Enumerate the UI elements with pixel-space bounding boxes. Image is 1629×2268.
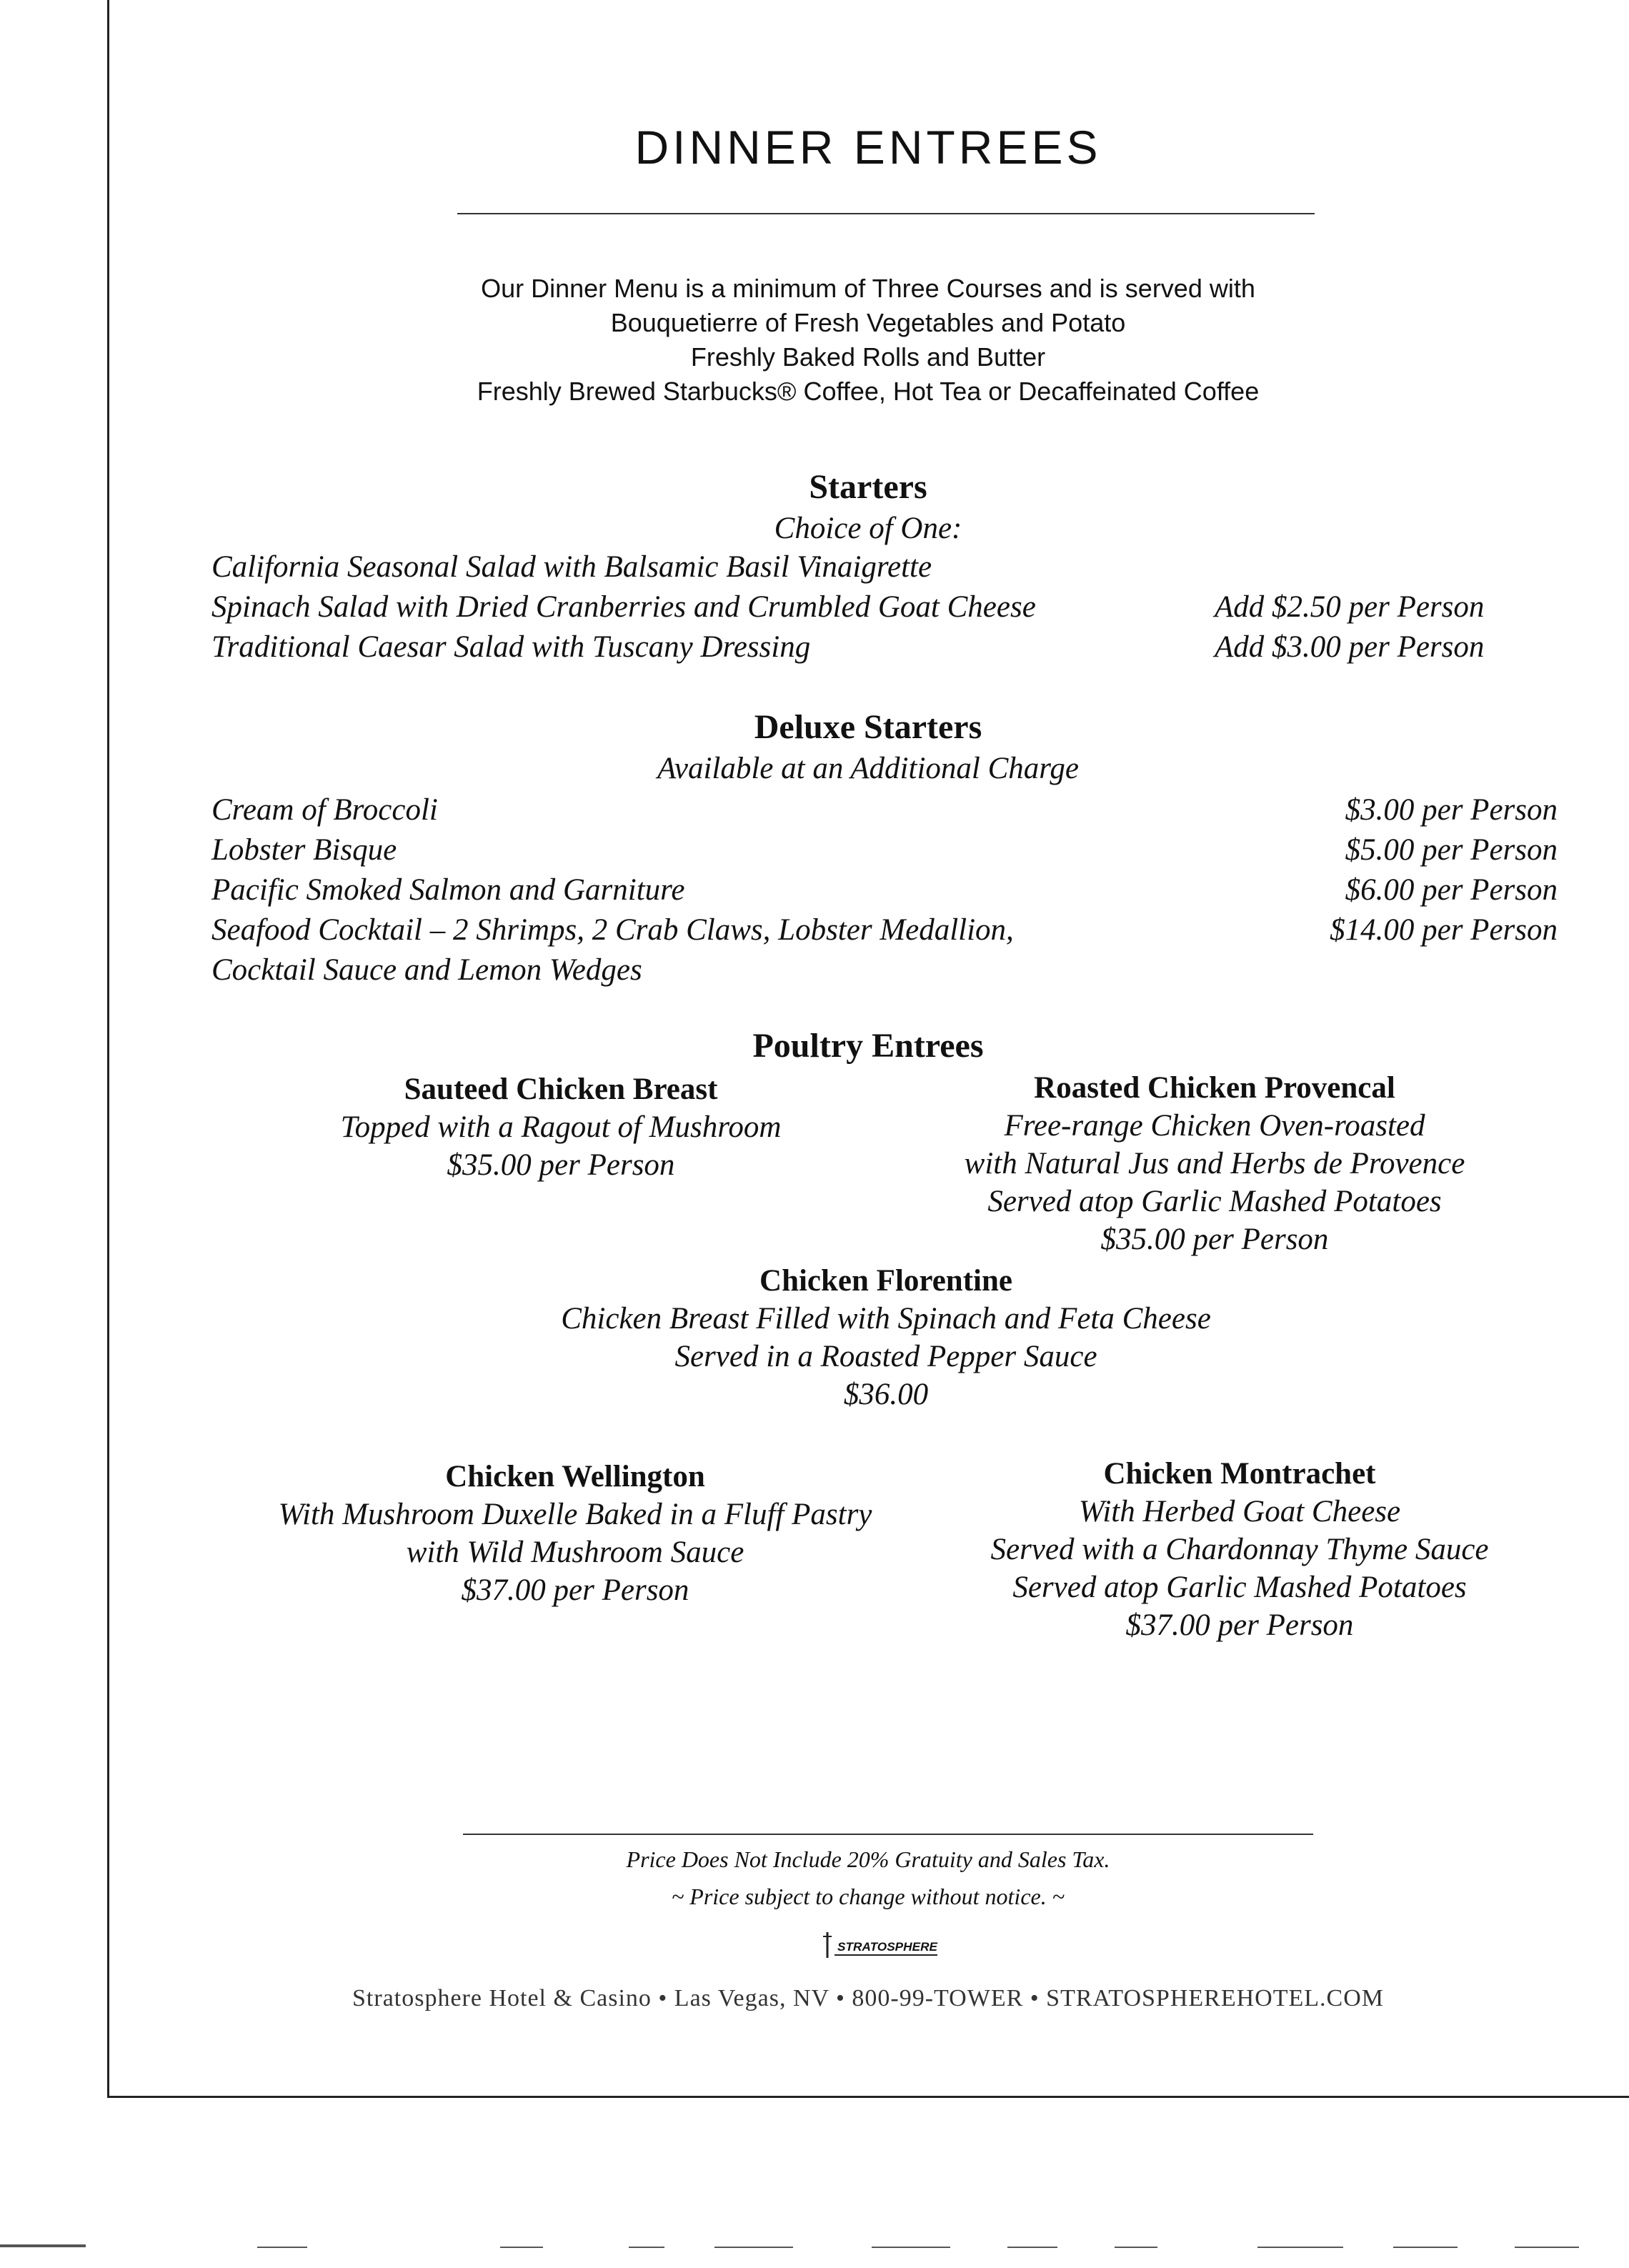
dish-description: with Natural Jus and Herbs de Provence — [964, 1147, 1465, 1180]
price — [1215, 547, 1550, 587]
dish-price: $37.00 per Person — [461, 1573, 689, 1607]
dish-description: With Herbed Goat Cheese — [1078, 1495, 1401, 1528]
dish-sauteed-chicken-breast — [236, 1070, 886, 1184]
intro-line: Freshly Brewed Starbucks® Coffee, Hot Tea or Decaffeinated Coffee — [477, 377, 1260, 406]
price-change-note: ~ Price subject to change without notice. ~ — [671, 1884, 1065, 1909]
intro-line: Freshly Baked Rolls and Butter — [690, 342, 1046, 372]
footer-divider — [463, 1834, 1313, 1835]
list-item: Cream of Broccoli — [211, 793, 438, 827]
scan-mark — [1515, 2247, 1579, 2248]
dish-name: Chicken Wellington — [445, 1460, 705, 1493]
title-divider — [457, 213, 1315, 214]
scan-mark — [1115, 2247, 1157, 2248]
dish-description: Chicken Breast Filled with Spinach and Feta Cheese — [561, 1302, 1211, 1336]
page-title: DINNER ENTREES — [634, 121, 1102, 174]
price: Add $2.50 per Person — [1215, 590, 1485, 624]
scan-mark — [1007, 2247, 1057, 2248]
dish-name: Chicken Montrachet — [1103, 1457, 1376, 1491]
dish-chicken-florentine — [422, 1262, 1350, 1413]
dish-description: Served in a Roasted Pepper Sauce — [674, 1340, 1097, 1373]
dish-name: Sauteed Chicken Breast — [404, 1073, 718, 1106]
intro-line: Our Dinner Menu is a minimum of Three Courses and is served with — [481, 274, 1255, 303]
starters-prices — [1215, 547, 1550, 667]
dish-description: Served atop Garlic Mashed Potatoes — [987, 1185, 1442, 1218]
dish-description: Topped with a Ragout of Mushroom — [340, 1110, 782, 1144]
list-item: Cocktail Sauce and Lemon Wedges — [211, 953, 642, 987]
starters-heading: Starters — [809, 468, 927, 506]
intro — [107, 272, 1629, 409]
intro-line: Bouquetierre of Fresh Vegetables and Potato — [610, 308, 1126, 337]
deluxe-list — [211, 790, 1226, 990]
dish-name: Roasted Chicken Provencal — [1034, 1071, 1395, 1105]
scan-mark — [629, 2247, 664, 2248]
poultry-heading: Poultry Entrees — [752, 1027, 984, 1065]
list-item: Traditional Caesar Salad with Tuscany Dressing — [211, 630, 811, 664]
stratosphere-logo — [814, 1929, 943, 1962]
list-item: California Seasonal Salad with Balsamic Basil Vinaigrette — [211, 550, 932, 584]
price: Add $3.00 per Person — [1215, 630, 1485, 664]
svg-text:STRATOSPHERE: STRATOSPHERE — [837, 1940, 938, 1954]
deluxe-heading: Deluxe Starters — [754, 708, 982, 746]
dish-description: Served atop Garlic Mashed Potatoes — [1012, 1571, 1467, 1604]
dish-price: $35.00 per Person — [1100, 1223, 1329, 1256]
dish-chicken-wellington — [214, 1458, 936, 1609]
scan-mark — [872, 2247, 950, 2248]
price: $5.00 per Person — [1345, 833, 1558, 867]
dish-description: Free-range Chicken Oven-roasted — [1004, 1109, 1425, 1143]
scan-mark — [714, 2247, 793, 2248]
deluxe-prices — [1243, 790, 1558, 950]
dish-roasted-chicken-provencal — [886, 1069, 1543, 1258]
scan-mark — [1257, 2247, 1343, 2248]
dish-chicken-montrachet — [922, 1455, 1558, 1644]
price: $14.00 per Person — [1330, 913, 1558, 947]
list-item: Pacific Smoked Salmon and Garniture — [211, 873, 685, 907]
starters-subheading: Choice of One: — [774, 512, 962, 545]
price: $6.00 per Person — [1345, 873, 1558, 907]
list-item: Seafood Cocktail – 2 Shrimps, 2 Crab Claws, Lobster Medallion, — [211, 913, 1014, 947]
starters-list — [211, 547, 1212, 667]
dish-price: $36.00 — [843, 1378, 929, 1411]
scan-mark — [1393, 2247, 1458, 2248]
price: $3.00 per Person — [1345, 793, 1558, 827]
deluxe-subheading: Available at an Additional Charge — [657, 752, 1080, 785]
dish-description: With Mushroom Duxelle Baked in a Fluff Pastry — [278, 1498, 872, 1531]
scan-mark — [257, 2247, 307, 2248]
gratuity-note: Price Does Not Include 20% Gratuity and Sales Tax. — [626, 1846, 1110, 1872]
list-item: Lobster Bisque — [211, 833, 397, 867]
dish-name: Chicken Florentine — [759, 1264, 1012, 1298]
dish-price: $35.00 per Person — [447, 1148, 675, 1182]
list-item: Spinach Salad with Dried Cranberries and Crumbled Goat Cheese — [211, 590, 1036, 624]
dish-description: with Wild Mushroom Sauce — [406, 1536, 744, 1569]
scan-mark — [500, 2247, 543, 2248]
contact-line: Stratosphere Hotel & Casino • Las Vegas, NV • 800-99-TOWER • STRATOSPHEREHOTEL.COM — [352, 1985, 1384, 2011]
scan-mark — [0, 2244, 86, 2247]
dish-price: $37.00 per Person — [1125, 1608, 1354, 1642]
dish-description: Served with a Chardonnay Thyme Sauce — [990, 1533, 1489, 1566]
